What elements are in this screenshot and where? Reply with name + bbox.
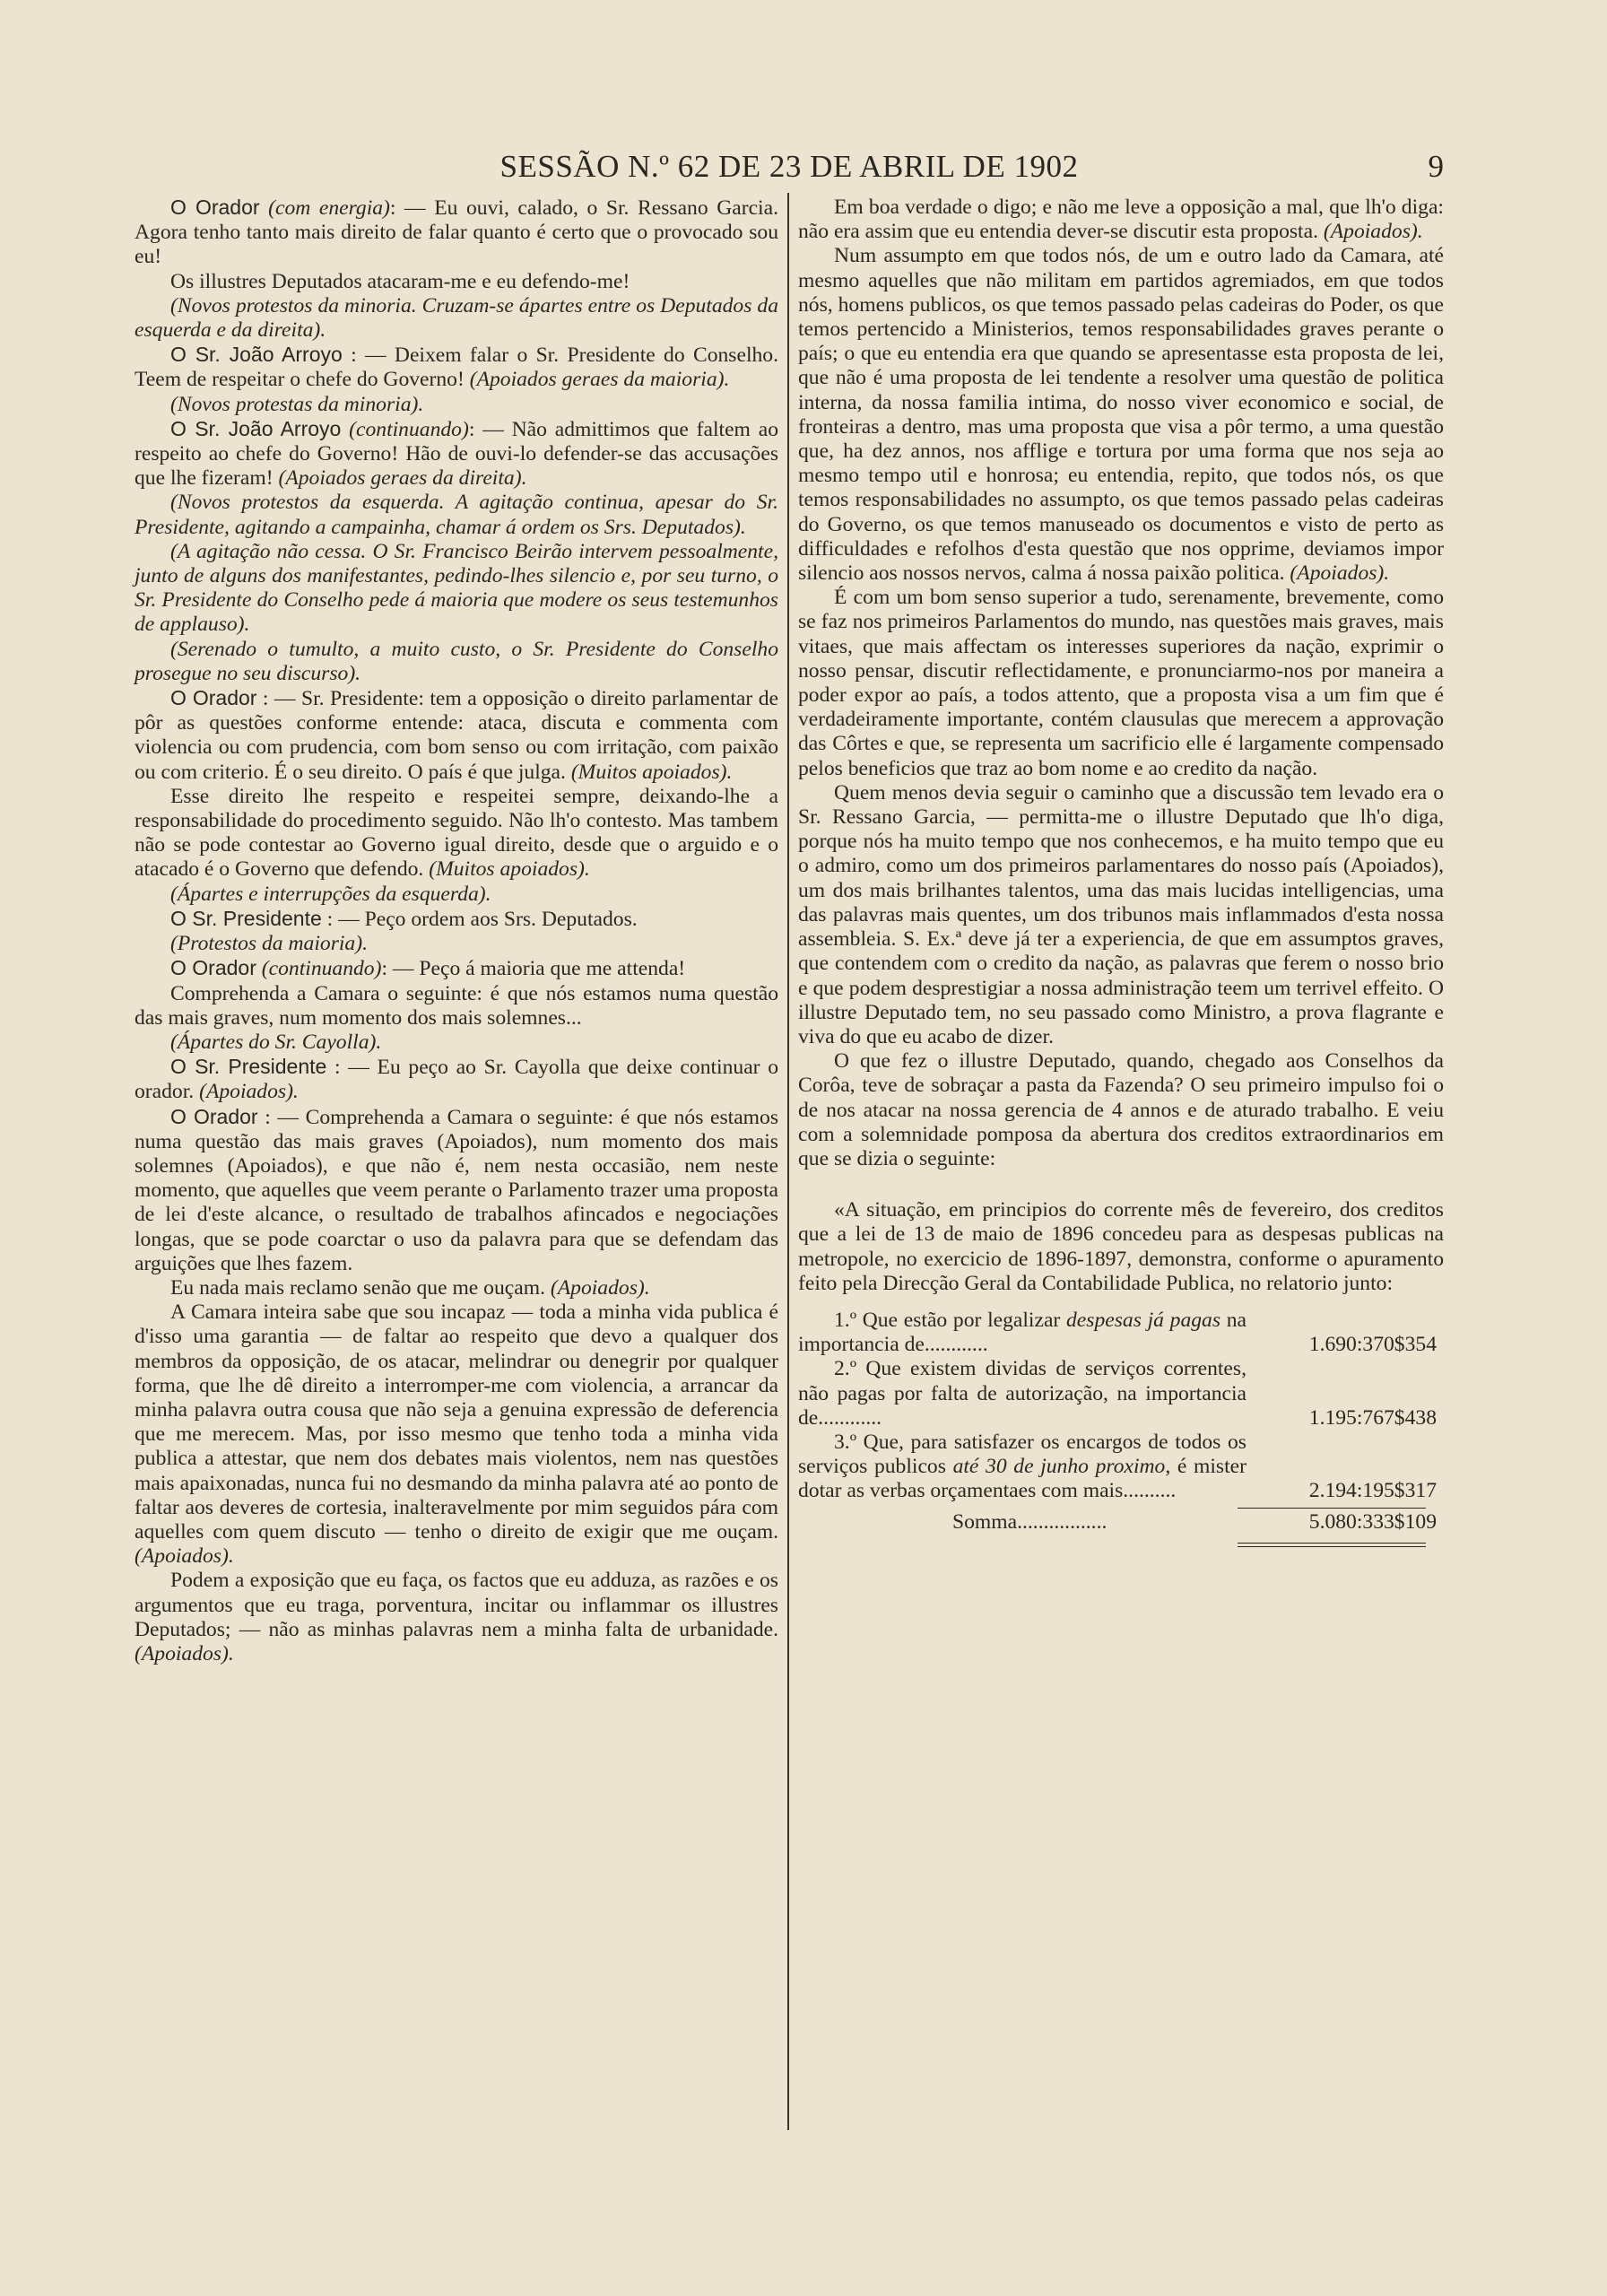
right-column [798, 196, 1444, 1547]
reaction-note: (Apoiados geraes da direita). [273, 466, 527, 491]
speech-text: Os illustres Deputados atacaram-me e eu defendo-me! [170, 269, 630, 293]
speech-qualifier: (com energia) [268, 196, 390, 220]
speech-text: : — Deixem falar o Sr. Presidente do Conselho. Teem de respeitar o chefe do Governo! [135, 344, 779, 392]
quoted-report: «A situação, em principios do corrente mês de fevereiro, dos creditos que a lei de 13 de maio de 1896 concedeu para as despesas publicas na metropole, no exercicio de 1896-1897, demonstra, conforme o apuramento feito pela Direcção Geral da Contabilidade Publica, no relatorio junto: [798, 1198, 1444, 1295]
stage-direction: (Ápartes e interrupções da esquerda). [170, 882, 491, 906]
reaction-note: (Muitos apoiados). [565, 760, 733, 784]
stage-direction: (Novos protestos da esquerda. A agitação continua, apesar do Sr. Presidente, agitando a campainha, chamar á ordem os Srs. Deputados). [135, 491, 778, 539]
speech-paragraph [135, 196, 778, 270]
paragraph [135, 1300, 778, 1569]
total-rule [1238, 1543, 1426, 1544]
stage-direction: (Serenado o tumulto, a muito custo, o Sr. Presidente do Conselho prosegue no seu discurso). [135, 637, 778, 685]
speaker-name: O Orador [170, 196, 260, 219]
credit-total [798, 1510, 1444, 1537]
credit-amount: 2.194:195$317 [1308, 1479, 1437, 1503]
reaction-note: (Apoiados). [135, 1641, 234, 1665]
speech-text: Eu nada mais reclamo senão que me ouçam. [170, 1275, 545, 1300]
speech-text: : — Peço á maioria que me attenda! [381, 957, 686, 981]
speech-paragraph [135, 686, 778, 785]
reaction-note: (Apoiados). [1317, 220, 1423, 244]
speech-text: Esse direito lhe respeito e respeitei sempre, deixando-lhe a responsabilidade do procedimento seguido. Não lh'o contesto. Mas tambem não se pode contestar ao Governo igual direito, desde que o arguido e o atacado é o Governo que defendo. [135, 784, 778, 882]
speech-text: : — Comprehenda a Camara o seguinte: é que nós estamos numa questão das mais graves (Apoiados), num momento dos mais solemnes (Apoiados), e que não é, nem nesta occasião, nem neste momento, que aquelles que veem perante o Parlamento trazer uma proposta de lei d'este alcance, o resultado de trabalhos afincados e negociações longas, que se pode coarctar o uso da palavra para que se defendam das arguições que lhes fazem. [135, 1105, 778, 1275]
speech-paragraph [135, 956, 778, 981]
reaction-note: (Apoiados geraes da maioria). [464, 368, 730, 392]
speech-text: Em boa verdade o digo; e não me leve a opposição a mal, que lh'o diga: não era assim que eu entendia dever-se discutir esta proposta. [798, 196, 1444, 244]
speech-paragraph [135, 907, 778, 932]
total-label: Somma................. [952, 1509, 1108, 1534]
paragraph [135, 785, 778, 883]
page-number: 9 [1428, 149, 1444, 184]
speaker-name: O Sr. Presidente [170, 906, 322, 930]
speech-text: Quem menos devia seguir o caminho que a discussão tem levado era o Sr. Ressano Garcia, — permitta-me o illustre Deputado que lh'o diga, porque nós ha muito tempo que nos conhecemos, e ha muito tempo que eu o admiro, como um dos primeiros parlamentares do nosso país (Apoiados), um dos mais brilhantes talentos, uma das mais lucidas intelligencias, uma das palavras mais quentes, um dos tribunos mais inflammados d'esta nossa assembleia. S. Ex.ª deve já ter a experiencia, de que em assumptos graves, que contendem com o credito da nação, as palavras que ferem o nosso brio e que podem desprestigiar a nossa administração teem um terrivel effeito. O illustre Deputado tem, no seu passado como Ministro, a prova flagrante e viva do que eu acabo de dizer. [798, 780, 1444, 1048]
speech-text: : — Peço ordem aos Srs. Deputados. [326, 907, 638, 931]
sum-rule [1238, 1508, 1426, 1509]
speech-text: : — Sr. Presidente: tem a opposição o direito parlamentar de pôr as questões conforme entende: ataca, discuta e commenta com violencia ou com prudencia, com bom senso ou com irritação, com paixão ou com criterio. É o seu direito. O país é que julga. [135, 687, 778, 784]
credit-amount: 1.690:370$354 [1308, 1333, 1437, 1357]
credit-item: 3.º Que, para satisfazer os encargos de todos os serviços publicos até 30 de junho proximo, é mister dotar as verbas orçamentaes com mais.......... 2.194:195$317 [798, 1430, 1437, 1503]
speech-text: : — Eu peço ao Sr. Cayolla que deixe continuar o orador. [135, 1056, 779, 1104]
speaker-name: O Sr. João Arroyo [170, 343, 343, 367]
paragraph [798, 244, 1444, 586]
credit-item: 1.º Que estão por legalizar despesas já pagas na importancia de............ 1.690:370$354 [798, 1308, 1437, 1357]
total-amount: 5.080:333$109 [1308, 1509, 1437, 1534]
paragraph [135, 1569, 778, 1666]
speech-text: : — Não admittimos que faltem ao respeito ao chefe do Governo! Hão de ouvi-lo defender-se das accusações que lhe fizeram! [135, 417, 778, 491]
speech-text: É com um bom senso superior a tudo, serenamente, brevemente, como se faz nos primeiros Parlamentos do mundo, nas questões mais graves, mais vitaes, que mais affectam os interesses superiores da nação, exprimir o nosso pensar, discutir reflectidamente, e pronunciarmo-nos por maneira a poder expor ao país, a todos attento, que a proposta visa a um fim que é verdadeiramente importante, contém clausulas que merecem a approvação das Côrtes e que, se representa um sacrificio elle é largamente compensado pelos beneficios que traz ao bom nome e ao credito da nação. [798, 586, 1444, 780]
speech-paragraph [135, 1105, 778, 1276]
page-header [135, 149, 1444, 190]
stage-direction: (A agitação não cessa. O Sr. Francisco Beirão intervem pessoalmente, junto de alguns dos manifestantes, pedindo-lhes silencio e, por seu turno, o Sr. Presidente do Conselho pede á maioria que modere os seus testemunhos de applauso). [135, 539, 778, 637]
paragraph [135, 982, 778, 1031]
speech-text: Num assumpto em que todos nós, de um e outro lado da Camara, até mesmo aquelles que não militam em partidos agremiados, em que todos nós, homens publicos, os que temos passado pelas cadeiras do Poder, os que temos pertencido a Ministerios, temos responsabilidades graves perante o país; o que eu entendia era que quando se apresentasse esta proposta de lei, que não é uma proposta de lei tendente a resolver uma questão de politica interna, da nossa familia intima, do nosso viver economico e social, de fronteiras a dentro, mas uma proposta que visa a pôr termo, a uma questão que, ha dez annos, nos afflige e tortura por uma forma que nos seja ao mesmo tempo util e honrosa; eu entendia, repito, que todos nós, os que temos responsabilidades no assumpto, os que temos passado pelas cadeiras do Governo, os que temos manuseado os documentos e visto de perto as difficuldades e refolhos d'esta questão que nos opprime, deviamos impor silencio aos nossos nervos, calma á nossa paixão politica. [798, 244, 1444, 586]
speaker-name: O Sr. João Arroyo [170, 416, 342, 440]
paragraph [135, 270, 778, 294]
column-divider [787, 193, 789, 2130]
paragraph [798, 1049, 1444, 1171]
stage-direction: (Novos protestas da minoria). [170, 392, 424, 416]
right-column-paragraphs [798, 196, 1444, 1171]
speech-paragraph [135, 1055, 778, 1104]
stage-direction: (Ápartes do Sr. Cayolla). [170, 1030, 382, 1054]
paragraph [135, 1276, 778, 1300]
credit-item: 2.º Que existem dividas de serviços correntes, não pagas por falta de autorização, na importancia de............ 1.195:767$438 [798, 1357, 1437, 1430]
speech-text: : — Eu ouvi, calado, o Sr. Ressano Garcia. Agora tenho tanto mais direito de falar quanto é certo que o provocado sou eu! [135, 196, 778, 269]
reaction-note: (Apoiados). [135, 1544, 234, 1569]
stage-direction: (Protestos da maioria). [170, 932, 368, 956]
speaker-name: O Orador [170, 1104, 258, 1128]
session-title: SESSÃO N.º 62 DE 23 DE ABRIL DE 1902 [499, 149, 1079, 184]
credits-list [798, 1309, 1444, 1547]
paragraph [798, 586, 1444, 781]
speaker-name: O Orador [170, 686, 257, 710]
paragraph [798, 781, 1444, 1049]
speech-qualifier: (continuando) [349, 417, 469, 441]
speech-paragraph [135, 417, 778, 491]
speech-text: A Camara inteira sabe que sou incapaz — toda a minha vida publica é d'isso uma garantia — de faltar ao respeito que devo a qualquer dos membros da opposição, de os atacar, melindrar ou denegrir por qualquer forma, que lhe dê direito a interromper-me com violencia, a arrancar da minha palavra outra cousa que não seja a genuina expressão de deferencia que me merecem. Mas, por isso mesmo que tenho toda a minha vida publica a attestar, que nem dos debates mais violentos, nem nas questões mais apaixonadas, nunca fui no desmando da minha palavra até ao ponto de faltar aos deveres de cortesia, inalteravelmente por mim seguidos pára com aquelles com quem discuto — tenho o direito de exigir que me ouçam. [135, 1300, 778, 1544]
paragraph [798, 196, 1444, 244]
speech-qualifier: (continuando) [261, 957, 382, 981]
reaction-note: (Apoiados). [544, 1275, 650, 1300]
total-rule [1238, 1546, 1426, 1547]
left-column [135, 196, 778, 1666]
reaction-note: (Muitos apoiados). [423, 857, 590, 882]
speech-text: Comprehenda a Camara o seguinte: é que nós estamos numa questão das mais graves, num momento dos mais solemnes... [135, 981, 778, 1030]
reaction-note: (Apoiados). [1284, 561, 1390, 586]
speech-text: Podem a exposição que eu faça, os factos que eu adduza, as razões e os argumentos que eu traga, porventura, incitar ou inflammar os illustres Deputados; — não as minhas palavras nem a minha falta de urbanidade. [135, 1569, 778, 1641]
credit-amount: 1.195:767$438 [1308, 1405, 1437, 1430]
speech-paragraph [135, 343, 778, 392]
reaction-note: (Apoiados). [194, 1080, 299, 1104]
speech-text: O que fez o illustre Deputado, quando, chegado aos Conselhos da Corôa, teve de sobraçar a pasta da Fazenda? O seu primeiro impulso foi o de nos atacar na nossa gerencia de 4 annos e de aturado trabalho. E veiu com a solemnidade pomposa da abertura dos creditos extraordinarios em que se dizia o seguinte: [798, 1049, 1444, 1170]
speaker-name: O Sr. Presidente [170, 1055, 327, 1079]
speaker-name: O Orador [170, 956, 256, 980]
stage-direction: (Novos protestos da minoria. Cruzam-se ápartes entre os Deputados da esquerda e da direita). [135, 293, 778, 343]
